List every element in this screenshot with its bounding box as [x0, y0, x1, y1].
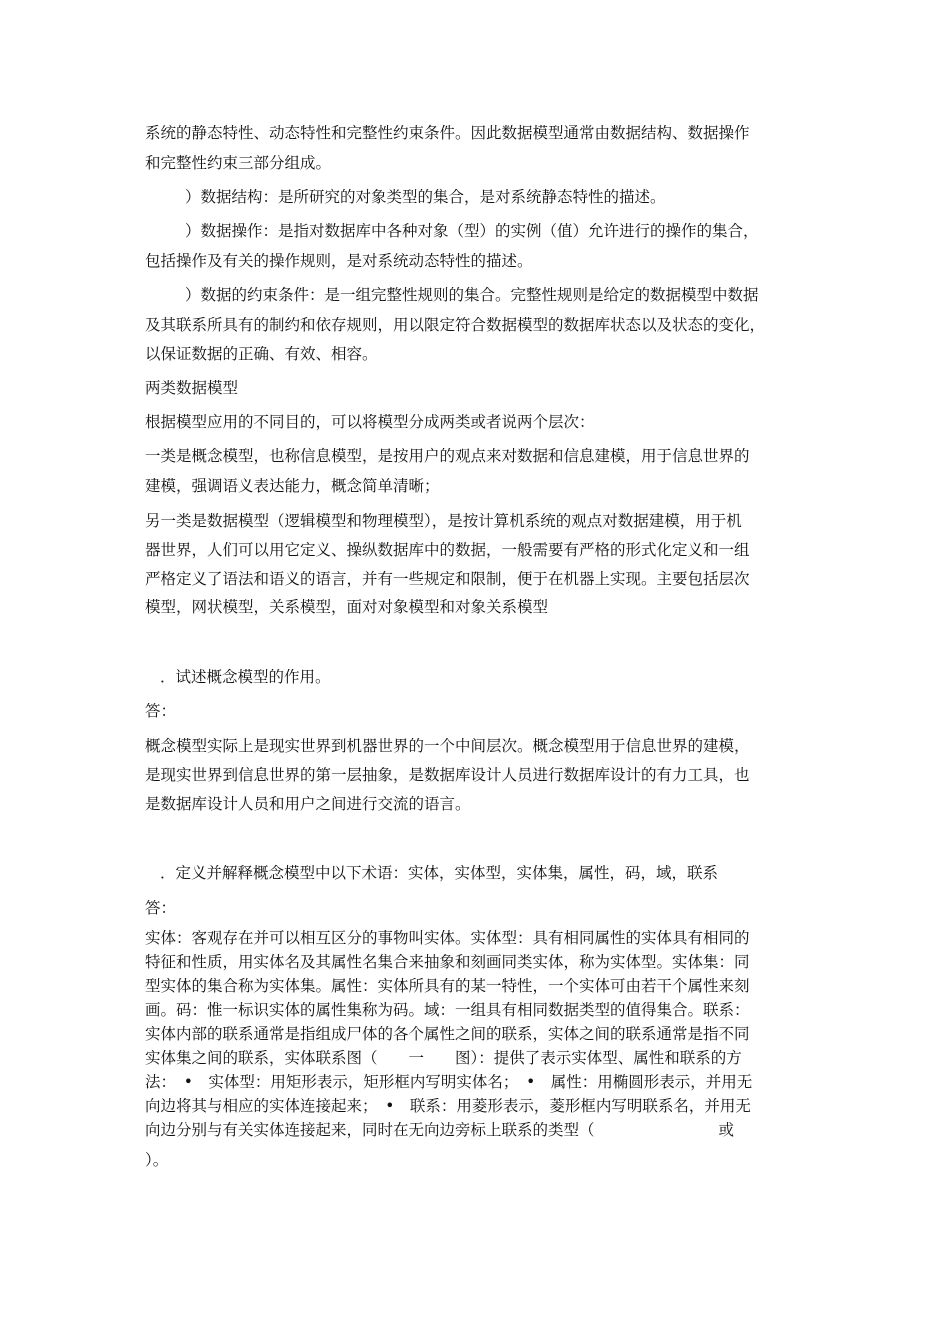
text-line: 概念模型实际上是现实世界到机器世界的一个中间层次。概念模型用于信息世界的建模， [145, 737, 750, 755]
text-line: ）数据的约束条件：是一组完整性规则的集合。完整性规则是给定的数据模型中数据 [185, 286, 759, 304]
text-line: 模型，网状模型，关系模型，面对对象模型和对象关系模型 [145, 598, 549, 616]
text-line: 法： • 实体型：用矩形表示，矩形框内写明实体名； • 属性：用椭圆形表示，并用无 [145, 1073, 753, 1091]
text-line: 实体内部的联系通常是指组成尸体的各个属性之间的联系，实体之间的联系通常是指不同 [145, 1025, 750, 1043]
text-line: 特征和性质，用实体名及其属性名集合来抽象和刻画同类实体，称为实体型。实体集：同 [145, 953, 750, 971]
text-line: 实体：客观存在并可以相互区分的事物叫实体。实体型：具有相同属性的实体具有相同的 [145, 929, 750, 947]
section-heading: 两类数据模型 [145, 379, 239, 397]
text-line: ）数据操作：是指对数据库中各种对象（型）的实例（值）允许进行的操作的集合， [185, 222, 759, 240]
text-line: 一类是概念模型，也称信息模型，是按用户的观点来对数据和信息建模，用于信息世界的 [145, 447, 750, 465]
text-line: 和完整性约束三部分组成。 [145, 154, 332, 172]
text-line: 是现实世界到信息世界的第一层抽象，是数据库设计人员进行数据库设计的有力工具，也 [145, 766, 750, 784]
question-title: ．试述概念模型的作用。 [160, 668, 331, 686]
text-line: 实体集之间的联系，实体联系图（ 一 图）：提供了表示实体型、属性和联系的方 [145, 1049, 742, 1067]
text-line: 根据模型应用的不同目的，可以将模型分成两类或者说两个层次： [145, 413, 595, 431]
answer-label: 答： [145, 899, 177, 917]
text-line: 画。码：惟一标识实体的属性集称为码。域：一组具有相同数据类型的值得集合。联系： [145, 1001, 750, 1019]
text-line: 向边将其与相应的实体连接起来； • 联系：用菱形表示，菱形框内写明联系名，并用无 [145, 1097, 751, 1115]
question-title: ．定义并解释概念模型中以下术语：实体，实体型，实体集，属性，码，域，联系 [160, 864, 719, 882]
answer-label: 答： [145, 702, 177, 720]
text-line: 器世界，人们可以用它定义、操纵数据库中的数据，一般需要有严格的形式化定义和一组 [145, 541, 750, 559]
text-line: 严格定义了语法和语义的语言，并有一些规定和限制，便于在机器上实现。主要包括层次 [145, 570, 750, 588]
text-line: 型实体的集合称为实体集。属性：实体所具有的某一特性，一个实体可由若干个属性来刻 [145, 977, 750, 995]
text-line: ）。 [145, 1151, 169, 1169]
text-line: 建模，强调语义表达能力，概念简单清晰； [145, 477, 440, 495]
text-line: ）数据结构：是所研究的对象类型的集合，是对系统静态特性的描述。 [185, 188, 666, 206]
text-line: 是数据库设计人员和用户之间进行交流的语言。 [145, 795, 471, 813]
text-line: 系统的静态特性、动态特性和完整性约束条件。因此数据模型通常由数据结构、数据操作 [145, 124, 750, 142]
text-line: 向边分别与有关实体连接起来，同时在无向边旁标上联系的类型（ 或 [145, 1121, 735, 1139]
text-line: 另一类是数据模型（逻辑模型和物理模型），是按计算机系统的观点对数据建模，用于机 [145, 512, 742, 530]
text-line: 以保证数据的正确、有效、相容。 [145, 345, 378, 363]
text-line: 及其联系所具有的制约和依存规则，用以限定符合数据模型的数据库状态以及状态的变化， [145, 316, 766, 334]
text-line: 包括操作及有关的操作规则，是对系统动态特性的描述。 [145, 252, 533, 270]
